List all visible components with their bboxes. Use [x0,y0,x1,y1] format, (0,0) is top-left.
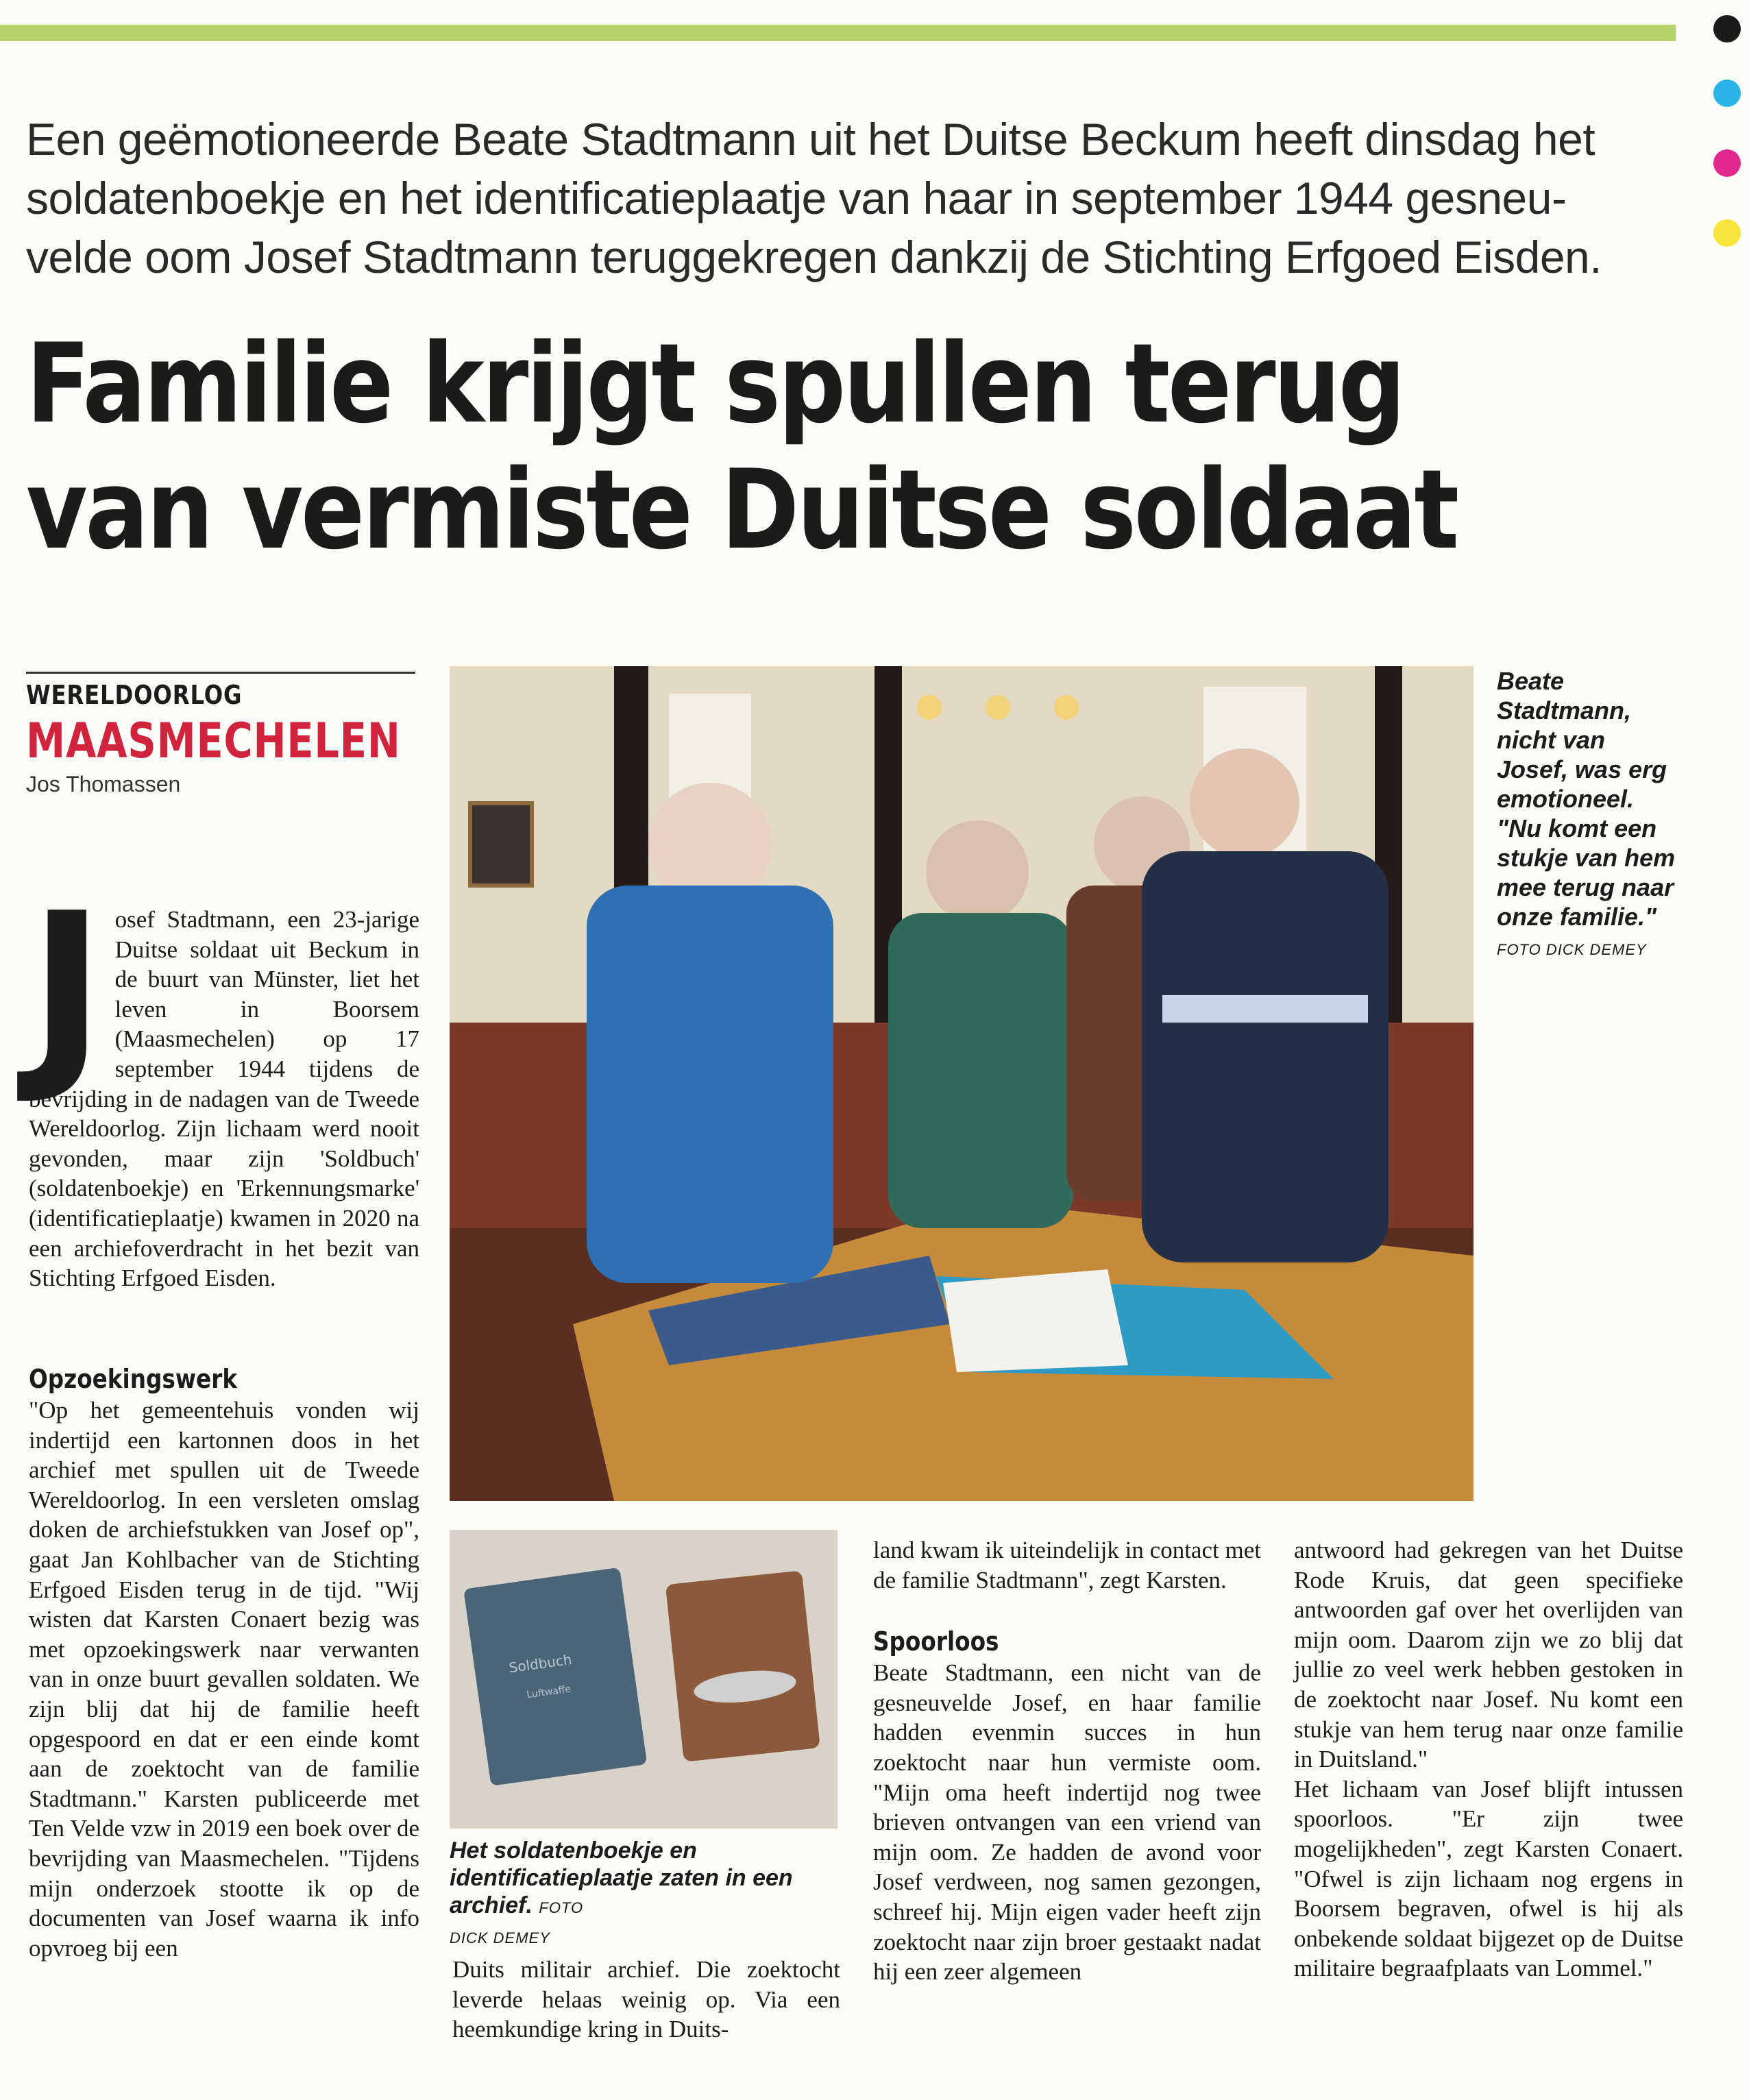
column-3 [873,1535,1261,1987]
city-label: MAASMECHELEN [26,713,401,769]
section-kicker: WERELDOORLOG [26,680,243,710]
headline-line-2: van vermiste Duitse soldaat [26,445,1457,574]
registration-dot-yellow-icon [1713,219,1741,247]
soldbuch-label: Soldbuch [508,1650,573,1676]
paragraph: antwoord had gekregen van het Duitse Rode Kruis, dat geen specifieke antwoorden gaf over het overlijden van mijn oom. Daarom zijn we zo blij dat jullie zo veel werk hebben gestoken in de zoektocht naar Josef. Nu komt een stukje van hem terug naar onze familie in Duitsland." [1294,1537,1683,1773]
author-name: Jos Thomassen [26,772,181,796]
small-photo-credit-2: DICK DEMEY [450,1929,550,1946]
paragraph: Beate Stadtmann, een nicht van de gesneuvelde Josef, en haar familie hadden evenmin succes in hun zoektocht naar hun vermiste oom. "Mijn oma heeft indertijd nog twee brieven ontvangen van een vriend van mijn oom. Ze hadden de avond voor Josef verdween, nog samen gezongen, schreef hij. Mijn eigen vader heeft zijn zoektocht naar zijn broer gestaakt nadat hij een zeer algemeen [873,1659,1261,1986]
small-photo-caption [450,1837,837,1952]
headline-line-1: Familie krijgt spullen terug [26,319,1404,448]
byline-rule [26,672,415,674]
column-4 [1294,1535,1683,1983]
drop-cap: J [29,869,106,1108]
main-photo-illustration [450,666,1473,1501]
accent-bar [0,25,1676,41]
paragraph: "Op het gemeentehuis vonden wij indertijd een kartonnen doos in het archief met spullen uit de Tweede Wereldoorlog. In een versleten omslag doken de archiefstukken van Josef op", gaat Jan Kohlbacher van de Stichting Erfgoed Eisden terug in de tijd. "Wij wisten dat Karsten Conaert bezig was met opzoekingswerk naar verwanten van in onze buurt gevallen soldaten. We zijn blij dat hij de familie heeft opgespoord en dat er een einde komt aan de zoektocht van de familie Stadtmann." Karsten publiceerde met Ten Velde vzw in 2019 een boek over de bevrijding van Maasmechelen. "Tijdens mijn onderzoek stootte ik op de documenten van Josef waarna ik info opvroeg bij een [29,1397,419,1962]
registration-dot-black-icon [1713,15,1741,42]
small-caption-text: Het soldatenboekje en identificatieplaatje zaten in een archief. [450,1838,793,1918]
paragraph: Duits militair archief. Die zoektocht leverde helaas weinig op. Via een heemkundige kring in Duits- [452,1956,840,2043]
small-photo-illustration [450,1530,837,1829]
main-photo-credit: FOTO DICK DEMEY [1497,941,1647,958]
paragraph: land kwam ik uiteindelijk in contact met de familie Stadtmann", zegt Karsten. [873,1537,1261,1594]
registration-dot-magenta-icon [1713,149,1741,177]
column-1 [29,869,419,1963]
small-photo-credit-1: FOTO [539,1899,584,1916]
column-1-lead [29,869,419,1357]
main-caption-text: Beate Stadtmann, nicht van Josef, was erg emotioneel. "Nu komt een stukje van hem mee terug naar onze familie." [1497,667,1676,931]
main-photo [450,666,1473,1501]
headline [26,319,1457,574]
column-2 [452,1955,840,2044]
registration-dot-cyan-icon [1713,80,1741,107]
main-photo-caption [1497,666,1676,964]
subhead-opzoekingswerk: Opzoekingswerk [29,1364,238,1394]
subhead-spoorloos: Spoorloos [873,1626,999,1657]
soldbuch-sub: Luftwaffe [526,1683,572,1701]
paragraph: Het lichaam van Josef blijft intussen spoorloos. "Er zijn twee mogelijkheden", zegt Karsten Conaert. "Ofwel is zijn lichaam nog ergens in Boorsem begraven, ofwel is hij als onbekende soldaat bijgezet op de Duitse militaire begraafplaats van Lommel." [1294,1775,1683,1982]
small-photo [450,1530,837,1829]
intro-text: Een geëmotioneerde Beate Stadtmann uit het Duitse Beckum heeft dinsdag het soldatenboekje en het identificatieplaatje van haar in september 1944 gesneu-velde oom Josef Stadtmann teruggekregen dankzij de Stichting Erfgoed Eisden. [26,114,1602,282]
lead-paragraph: osef Stadtmann, een 23-jarige Duitse soldaat uit Beckum in de buurt van Münster, liet het leven in Boorsem (Maasmechelen) op 17 september 1944 tijdens de bevrijding in de nadagen van de Tweede Wereldoorlog. Zijn lichaam werd nooit gevonden, maar zijn 'Soldbuch' (soldatenboekje) en 'Erkennungsmarke' (identificatieplaatje) kwamen in 2020 na een archiefoverdracht in het bezit van Stichting Erfgoed Eisden. [29,906,419,1292]
